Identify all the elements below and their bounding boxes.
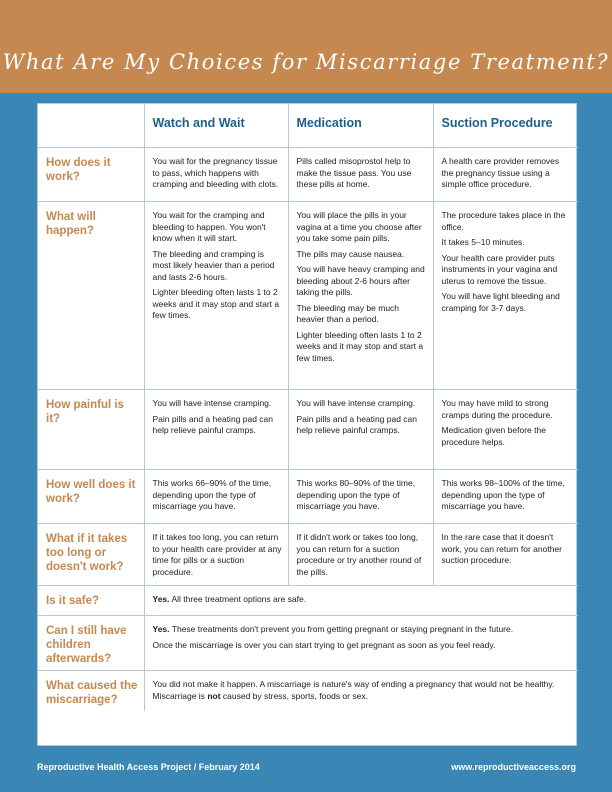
cell-text: You wait for the cramping and bleeding to happen. You won't know when it will start. — [152, 210, 266, 243]
cell-text — [153, 679, 573, 702]
cell-text: You wait for the pregnancy tissue to pass, which happens with cramping and bleeding with clots. — [152, 156, 279, 189]
table-row — [38, 470, 578, 524]
answer-yes: Yes. — [152, 624, 170, 634]
cell-text — [153, 594, 573, 606]
cause-answer-cell — [144, 671, 578, 712]
column-header-suction: Suction Procedure — [433, 104, 578, 148]
cell-text: This works 66–90% of the time, depending upon the type of miscarriage you have. — [152, 478, 272, 511]
comparison-panel — [37, 103, 577, 746]
footer-organization: Reproductive Health Access Project / February 2014 — [37, 762, 260, 772]
column-header-medication: Medication — [288, 104, 433, 148]
comparison-table — [38, 104, 578, 711]
table-row — [38, 524, 578, 586]
table-row — [38, 586, 578, 616]
cell-text: You will have light bleeding and cramping for 3-7 days. — [441, 291, 560, 313]
watch-cell — [144, 524, 288, 586]
row-question: What if it takes too long or doesn't work? — [38, 524, 144, 586]
table-row — [38, 671, 578, 712]
cause-emphasis: not — [207, 690, 221, 701]
footer-website[interactable]: www.reproductiveaccess.org — [451, 762, 576, 772]
cell-text: This works 80–90% of the time, depending upon the type of miscarriage you have. — [296, 478, 416, 511]
cell-text: In the rare case that it doesn't work, you can return for another suction procedure. — [441, 532, 562, 565]
cell-text: Lighter bleeding often lasts 1 to 2 weeks and it may stop and start a few times. — [296, 329, 424, 363]
suction-cell — [433, 148, 578, 202]
medication-cell — [288, 470, 433, 524]
cell-text: You will place the pills in your vagina at a time you choose after you take some pain pills. — [296, 210, 422, 243]
header-row — [38, 104, 578, 148]
corner-cell — [38, 104, 144, 148]
cell-text: The bleeding and cramping is most likely heavier than a period and lasts 2-6 hours. — [152, 248, 275, 282]
watch-cell — [144, 470, 288, 524]
table-row — [38, 390, 578, 470]
suction-cell — [433, 524, 578, 586]
suction-cell — [433, 202, 578, 390]
cause-text-b: caused by stress, sports, foods or sex. — [222, 690, 368, 701]
row-question: Can I still have children afterwards? — [38, 616, 144, 671]
row-question: Is it safe? — [38, 586, 144, 616]
cell-text: It takes 5–10 minutes. — [441, 237, 525, 247]
cell-text: The pills may cause nausea. — [296, 248, 405, 259]
cell-text: Lighter bleeding often lasts 1 to 2 weeks and it may stop and start a few times. — [152, 287, 280, 320]
cell-text: Pain pills and a heating pad can help relieve painful cramps. — [296, 413, 418, 435]
watch-cell — [144, 148, 288, 202]
page-title: What Are My Choices for Miscarriage Treatment? — [2, 50, 610, 74]
medication-cell — [288, 524, 433, 586]
table-row — [38, 616, 578, 671]
row-question: What caused the miscarriage? — [38, 671, 144, 712]
cell-text — [153, 624, 573, 636]
cell-text: You may have mild to strong cramps during the procedure. — [441, 398, 553, 420]
cell-text: You will have intense cramping. — [152, 398, 272, 408]
watch-cell — [144, 390, 288, 470]
title-banner — [0, 0, 612, 93]
cell-text: The procedure takes place in the office. — [441, 210, 566, 232]
cell-text: A health care provider removes the pregnancy tissue using a simple office procedure. — [441, 156, 560, 189]
cell-text: This works 98–100% of the time, depending upon the type of miscarriage you have. — [441, 478, 565, 511]
safe-answer-cell — [144, 586, 578, 616]
cause-text-a: You did not make it happen. A miscarriage is nature's way of ending a pregnancy that would not be healthy. Miscarriage is — [152, 679, 555, 701]
row-question: What will happen? — [38, 202, 144, 390]
row-question: How well does it work? — [38, 470, 144, 524]
column-header-watch: Watch and Wait — [144, 104, 288, 148]
suction-cell — [433, 470, 578, 524]
cell-text: If it takes too long, you can return to your health care provider at any time for pills or a suction procedure. — [152, 532, 282, 577]
medication-cell — [288, 390, 433, 470]
cell-text: If it didn't work or takes too long, you can return for a suction procedure or try another round of the pills. — [296, 532, 422, 577]
cell-text: The bleeding may be much heavier than a period. — [296, 302, 400, 324]
cell-text: You will have heavy cramping and bleeding about 2-6 hours after taking the pills. — [296, 264, 425, 297]
answer-yes: Yes. — [152, 594, 170, 604]
table-row — [38, 202, 578, 390]
suction-cell — [433, 390, 578, 470]
cell-text: You will have intense cramping. — [296, 398, 416, 408]
answer-text: All three treatment options are safe. — [171, 594, 307, 604]
cell-text: Pills called misoprostol help to make the tissue pass. You use these pills at home. — [296, 156, 412, 189]
cell-text: Your health care provider puts instruments in your vagina and uterus to remove the tissue. — [441, 252, 558, 286]
cell-text: Once the miscarriage is over you can start trying to get pregnant as soon as you feel ready. — [152, 639, 496, 650]
cell-text: Medication given before the procedure helps. — [441, 425, 546, 447]
answer-text: These treatments don't prevent you from getting pregnant or staying pregnant in the future. — [171, 624, 514, 634]
watch-cell — [144, 202, 288, 390]
row-question: How does it work? — [38, 148, 144, 202]
table-row — [38, 148, 578, 202]
children-answer-cell — [144, 616, 578, 671]
medication-cell — [288, 148, 433, 202]
cell-text: Pain pills and a heating pad can help relieve painful cramps. — [152, 413, 274, 435]
medication-cell — [288, 202, 433, 390]
row-question: How painful is it? — [38, 390, 144, 470]
